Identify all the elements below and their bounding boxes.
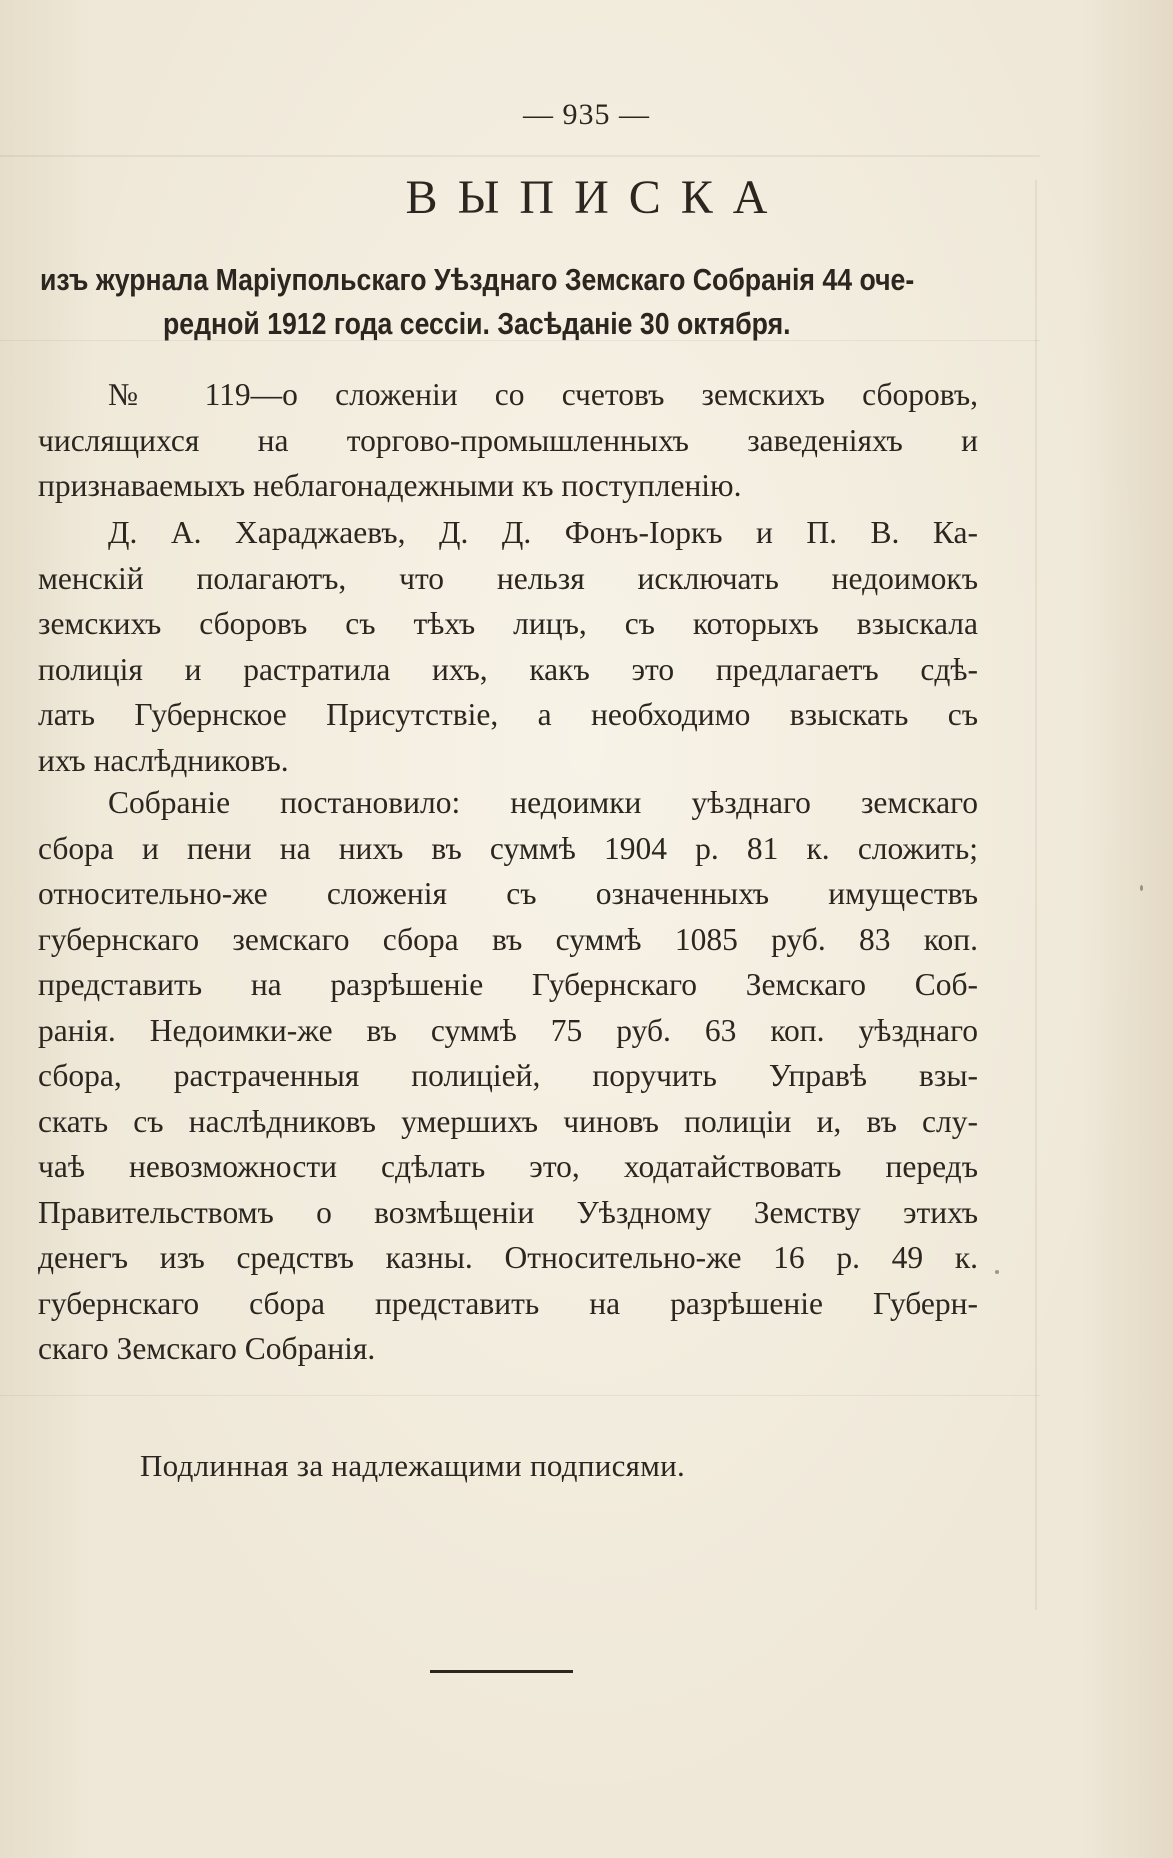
text-line: относительно-же сложенія съ означенныхъ имуществъ xyxy=(38,876,978,911)
text-line: ихъ наслѣдниковъ. xyxy=(38,742,289,778)
bleed-through-line xyxy=(0,155,1040,157)
text-line: скать съ наслѣдниковъ умершихъ чиновъ полиціи и, въ слу- xyxy=(38,1103,978,1139)
signature-note: Подлинная за надлежащими подписями. xyxy=(140,1448,686,1483)
paragraph-item-119 xyxy=(38,372,978,509)
text-line: Собраніе постановило: недоимки уѣзднаго земскаго xyxy=(108,785,978,820)
text-line: скаго Земскаго Собранія. xyxy=(38,1331,376,1366)
text-line: ранія. Недоимки-же въ суммѣ 75 руб. 63 коп. уѣзднаго xyxy=(38,1012,978,1048)
text-line: числящихся на торгово-промышленныхъ заведеніяхъ и xyxy=(38,422,978,458)
paragraph-resolution xyxy=(38,780,978,1372)
subtitle-line-1: изъ журнала Маріупольскаго Уѣзднаго Земскаго Собранія 44 оче- xyxy=(40,262,915,297)
text-line: земскихъ сборовъ съ тѣхъ лицъ, съ которыхъ взыскала xyxy=(38,606,978,641)
document-title: ВЫПИСКА xyxy=(405,171,788,224)
text-line: представить на разрѣшеніе Губернскаго Земскаго Соб- xyxy=(38,967,978,1002)
closing-rule-divider xyxy=(430,1670,573,1673)
page-number: — 935 — xyxy=(523,98,650,131)
text-line: губернскаго земскаго сбора въ суммѣ 1085 руб. 83 коп. xyxy=(38,921,978,957)
text-line: полиція и растратила ихъ, какъ это предлагаетъ сдѣ- xyxy=(38,651,978,687)
bleed-through-line xyxy=(0,1395,1040,1396)
text-line: менскій полагаютъ, что нельзя исключать недоимокъ xyxy=(38,560,978,596)
subtitle-line-2: редной 1912 года сессіи. Засѣданіе 30 октября. xyxy=(162,306,791,341)
text-line: денегъ изъ средствъ казны. Относительно-же 16 р. 49 к. xyxy=(38,1240,978,1275)
text-line: чаѣ невозможности сдѣлать это, ходатайствовать передъ xyxy=(38,1149,978,1184)
text-line: губернскаго сбора представить на разрѣшеніе Губерн- xyxy=(38,1285,978,1321)
text-line: сбора, растраченныя полиціей, поручить Управѣ взы- xyxy=(38,1058,978,1093)
text-line: Правительствомъ о возмѣщеніи Уѣздному Земству этихъ xyxy=(38,1194,978,1230)
text-line: сбора и пени на нихъ въ суммѣ 1904 р. 81 к. сложить; xyxy=(38,830,978,866)
text-line: Д. А. Хараджаевъ, Д. Д. Фонъ-Іоркъ и П. В. Ка- xyxy=(108,515,978,550)
text-line: № 119—о сложеніи со счетовъ земскихъ сборовъ, xyxy=(108,377,978,412)
document-subtitle xyxy=(40,258,1020,346)
text-line: лать Губернское Присутствіе, а необходимо взыскать съ xyxy=(38,697,978,732)
paragraph-opinion xyxy=(38,510,978,783)
text-line: признаваемыхъ неблагонадежными къ поступленію. xyxy=(38,468,742,503)
paper-speck xyxy=(1140,885,1143,891)
paper-speck xyxy=(995,1270,999,1274)
